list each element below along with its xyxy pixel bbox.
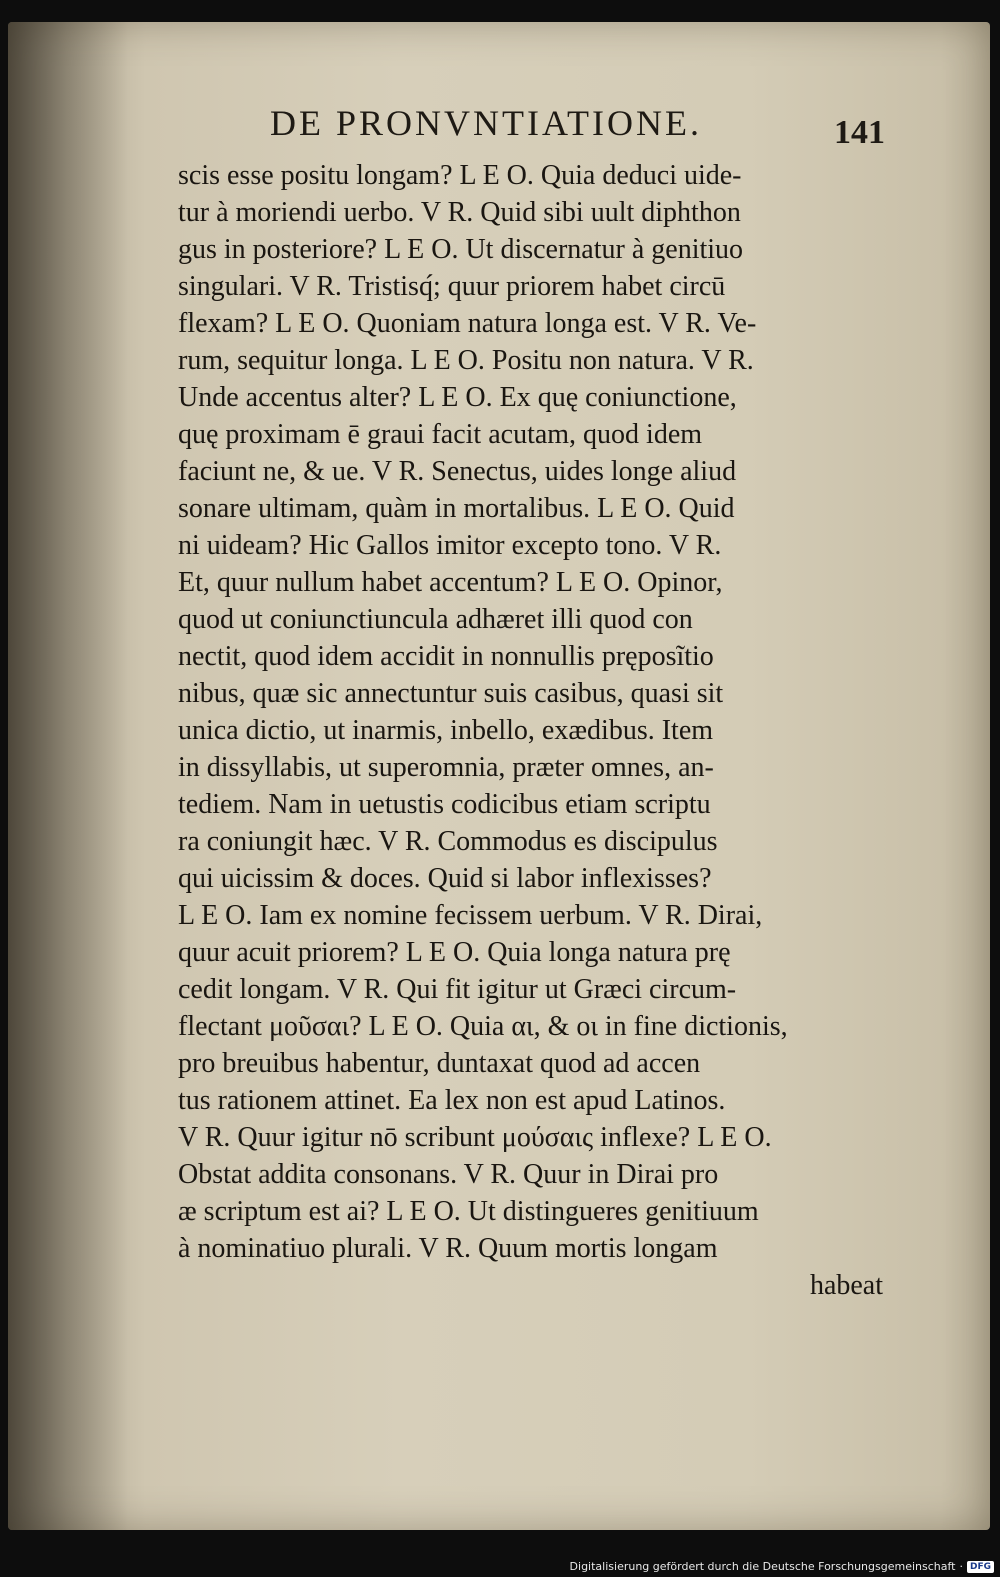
text-line: rum, sequitur longa. L E O. Positu non natura. V R. bbox=[178, 345, 754, 376]
running-head: DE PRONVNTIATIONE. bbox=[270, 103, 702, 143]
text-line: nibus, quæ sic annectuntur suis casibus, quasi sit bbox=[178, 678, 724, 709]
dfg-logo: DFG bbox=[967, 1561, 994, 1573]
text-line: V R. Quur igitur nō scribunt μούσαις inflexe? L E O. bbox=[178, 1122, 772, 1153]
text-line: quę proximam ē graui facit acutam, quod idem bbox=[178, 419, 703, 450]
footer-separator: · bbox=[959, 1560, 963, 1573]
text-line: flectant μοῦσαι? L E O. Quia αι, & οι in fine dictionis, bbox=[178, 1011, 788, 1042]
text-line: ni uideam? Hic Gallos imitor excepto tono. V R. bbox=[178, 530, 722, 561]
text-line: tur à moriendi uerbo. V R. Quid sibi uult diphthon bbox=[178, 197, 741, 228]
text-line: à nominatiuo plurali. V R. Quum mortis longam bbox=[178, 1233, 718, 1264]
text-line: singulari. V R. Tristisq́; quur priorem habet circū bbox=[178, 271, 726, 302]
footer-credit: Digitalisierung gefördert durch die Deutsche Forschungsgemeinschaft bbox=[569, 1560, 956, 1573]
page-number: 141 bbox=[834, 114, 885, 151]
text-line: quur acuit priorem? L E O. Quia longa natura prę bbox=[178, 937, 731, 968]
text-line: quod ut coniunctiuncula adhæret illi quod con bbox=[178, 604, 693, 635]
text-line: habeat bbox=[809, 1270, 883, 1301]
text-line: gus in posteriore? L E O. Ut discernatur à genitiuo bbox=[178, 234, 744, 265]
footer bbox=[570, 1560, 994, 1573]
text-line: faciunt ne, & ue. V R. Senectus, uides longe aliud bbox=[178, 456, 737, 487]
text-line: pro breuibus habentur, duntaxat quod ad accen bbox=[178, 1048, 701, 1079]
text-line: L E O. Iam ex nomine fecissem uerbum. V R. Dirai, bbox=[178, 900, 763, 931]
text-line: Et, quur nullum habet accentum? L E O. Opinor, bbox=[178, 567, 723, 598]
text-line: qui uicissim & doces. Quid si labor inflexisses? bbox=[178, 863, 712, 894]
text-line: Unde accentus alter? L E O. Ex quę coniunctione, bbox=[178, 382, 737, 413]
spine-shadow bbox=[8, 22, 128, 1530]
text-line: cedit longam. V R. Qui fit igitur ut Græci circum- bbox=[178, 974, 737, 1005]
text-line: tus rationem attinet. Ea lex non est apud Latinos. bbox=[178, 1085, 726, 1116]
text-line: sonare ultimam, quàm in mortalibus. L E O. Quid bbox=[178, 493, 735, 524]
text-line: unica dictio, ut inarmis, inbello, exædibus. Item bbox=[178, 715, 714, 746]
text-line: ra coniungit hæc. V R. Commodus es discipulus bbox=[178, 826, 718, 857]
text-block bbox=[178, 157, 908, 1304]
text-line: flexam? L E O. Quoniam natura longa est. V R. Ve- bbox=[178, 308, 757, 339]
text-line: in dissyllabis, ut superomnia, præter omnes, an- bbox=[178, 752, 714, 783]
book-page bbox=[8, 22, 990, 1530]
text-line: æ scriptum est ai? L E O. Ut distingueres genitiuum bbox=[178, 1196, 759, 1227]
text-line: nectit, quod idem accidit in nonnullis pręposĩtio bbox=[178, 641, 714, 672]
text-line: scis esse positu longam? L E O. Quia deduci uide- bbox=[178, 160, 742, 191]
text-line: tediem. Nam in uetustis codicibus etiam scriptu bbox=[178, 789, 711, 820]
text-line: Obstat addita consonans. V R. Quur in Dirai pro bbox=[178, 1159, 719, 1190]
